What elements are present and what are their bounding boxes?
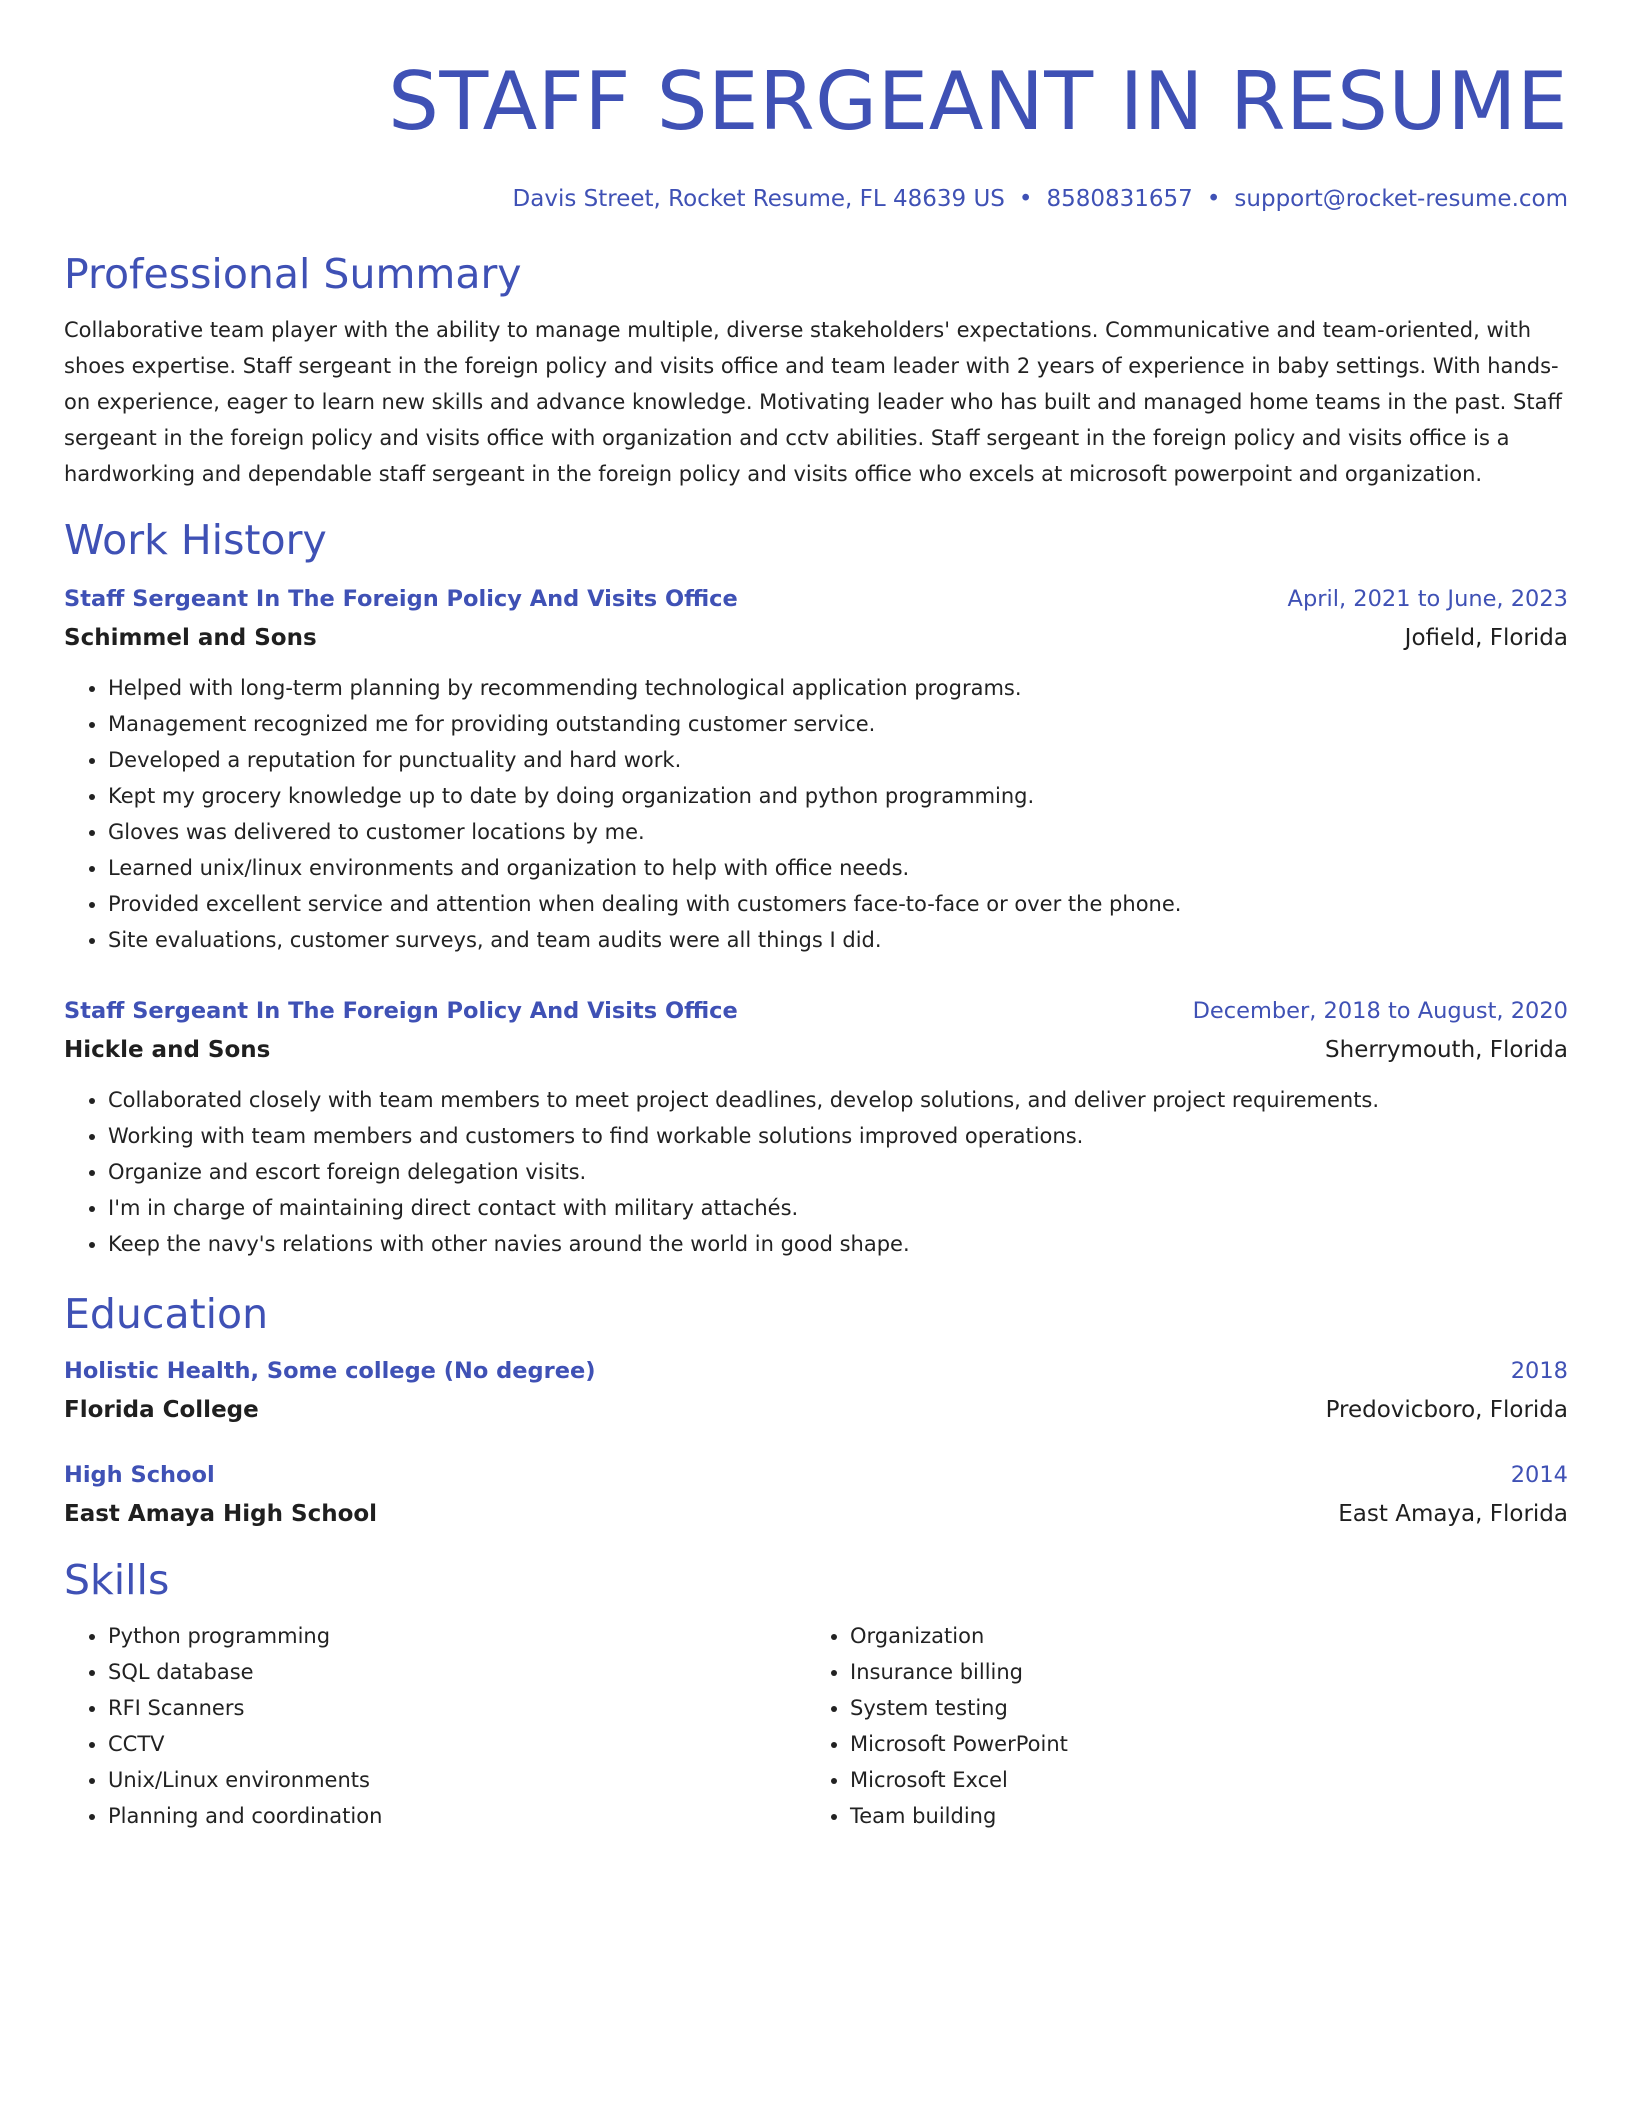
resume-page — [64, 0, 1568, 1834]
list-item: • Gloves was delivered to customer locations by me. — [108, 814, 1568, 850]
list-item: • Helped with long-term planning by recommending technological application programs. — [108, 670, 1568, 706]
work-entry — [64, 580, 1568, 958]
summary-text: Collaborative team player with the ability to manage multiple, diverse stakeholders' expectations. Communicative and team-oriented, with shoes expertise. Staff sergeant in the foreign policy and visits office and team leader with 2 years of experience in baby settings. With hands-on experience, eager to learn new skills and advance knowledge. Motivating leader who has built and managed home teams in the past. Staff sergeant in the foreign policy and visits office with organization and cctv abilities. Staff sergeant in the foreign policy and visits office is a hardworking and dependable staff sergeant in the foreign policy and visits office who excels at microsoft powerpoint and organization. — [64, 318, 1562, 486]
work-entry-subheader — [64, 618, 1568, 658]
work-entry — [64, 992, 1568, 1262]
list-item: • Keep the navy's relations with other navies around the world in good shape. — [108, 1226, 1568, 1262]
school-name: East Amaya High School — [64, 1501, 378, 1527]
education-entry-subheader — [64, 1390, 1568, 1430]
degree-name: Holistic Health, Some college (No degree) — [64, 1358, 596, 1384]
skill-item: • System testing — [850, 1690, 1548, 1726]
work-entry-header — [64, 580, 1568, 618]
graduation-year: 2014 — [1510, 1462, 1568, 1488]
skill-item: • Planning and coordination — [108, 1798, 806, 1834]
skill-item: • Insurance billing — [850, 1654, 1548, 1690]
job-dates: April, 2021 to June, 2023 — [1287, 586, 1568, 612]
contact-phone[interactable]: 8580831657 — [1046, 186, 1193, 212]
graduation-year: 2018 — [1510, 1358, 1568, 1384]
education-entry-header — [64, 1352, 1568, 1390]
skill-item: • Organization — [850, 1618, 1548, 1654]
skill-item: • SQL database — [108, 1654, 806, 1690]
skill-item: • Unix/Linux environments — [108, 1762, 806, 1798]
school-name: Florida College — [64, 1397, 259, 1423]
skill-item: • Python programming — [108, 1618, 806, 1654]
contact-line — [64, 182, 1568, 216]
skills-list — [806, 1618, 1548, 1834]
list-item: • Learned unix/linux environments and organization to help with office needs. — [108, 850, 1568, 886]
work-entry-header — [64, 992, 1568, 1030]
skills-grid — [64, 1618, 1568, 1834]
job-bullets — [64, 1082, 1568, 1262]
list-item: • I'm in charge of maintaining direct contact with military attachés. — [108, 1190, 1568, 1226]
section-title-work-history: Work History — [64, 516, 327, 564]
contact-address: Davis Street, Rocket Resume, FL 48639 US — [512, 186, 1005, 212]
candidate-name: STAFF SERGEANT IN RESUME — [388, 55, 1568, 148]
resume-header — [64, 0, 1568, 216]
list-item: • Working with team members and customers to find workable solutions improved operations. — [108, 1118, 1568, 1154]
education-entry — [64, 1352, 1568, 1430]
skill-item: • Microsoft PowerPoint — [850, 1726, 1548, 1762]
section-title-education: Education — [64, 1290, 269, 1338]
section-title-summary: Professional Summary — [64, 250, 522, 298]
list-item: • Provided excellent service and attention when dealing with customers face-to-face or over the phone. — [108, 886, 1568, 922]
list-item: • Developed a reputation for punctuality and hard work. — [108, 742, 1568, 778]
contact-separator: • — [1206, 186, 1221, 212]
education-entry-header — [64, 1456, 1568, 1494]
skills-list — [64, 1618, 806, 1834]
skill-item: • RFI Scanners — [108, 1690, 806, 1726]
skill-item: • CCTV — [108, 1726, 806, 1762]
school-location: Predovicboro, Florida — [1325, 1397, 1568, 1423]
job-bullets — [64, 670, 1568, 958]
degree-name: High School — [64, 1462, 215, 1488]
company-name: Schimmel and Sons — [64, 625, 317, 651]
company-name: Hickle and Sons — [64, 1037, 271, 1063]
list-item: • Kept my grocery knowledge up to date by doing organization and python programming. — [108, 778, 1568, 814]
school-location: East Amaya, Florida — [1338, 1501, 1568, 1527]
education-entry — [64, 1456, 1568, 1534]
list-item: • Organize and escort foreign delegation visits. — [108, 1154, 1568, 1190]
job-location: Sherrymouth, Florida — [1325, 1037, 1568, 1063]
skills-column-right — [806, 1618, 1548, 1834]
job-title: Staff Sergeant In The Foreign Policy And Visits Office — [64, 586, 738, 612]
job-title: Staff Sergeant In The Foreign Policy And Visits Office — [64, 998, 738, 1024]
contact-separator: • — [1018, 186, 1033, 212]
contact-email[interactable]: support@rocket-resume.com — [1234, 186, 1568, 212]
list-item: • Collaborated closely with team members to meet project deadlines, develop solutions, and deliver project requirements. — [108, 1082, 1568, 1118]
list-item: • Site evaluations, customer surveys, and team audits were all things I did. — [108, 922, 1568, 958]
job-location: Jofield, Florida — [1404, 625, 1568, 651]
skill-item: • Team building — [850, 1798, 1548, 1834]
skills-column-left — [64, 1618, 806, 1834]
list-item: • Management recognized me for providing outstanding customer service. — [108, 706, 1568, 742]
education-entry-subheader — [64, 1494, 1568, 1534]
skill-item: • Microsoft Excel — [850, 1762, 1548, 1798]
section-title-skills: Skills — [64, 1556, 170, 1604]
job-dates: December, 2018 to August, 2020 — [1192, 998, 1568, 1024]
work-entry-subheader — [64, 1030, 1568, 1070]
